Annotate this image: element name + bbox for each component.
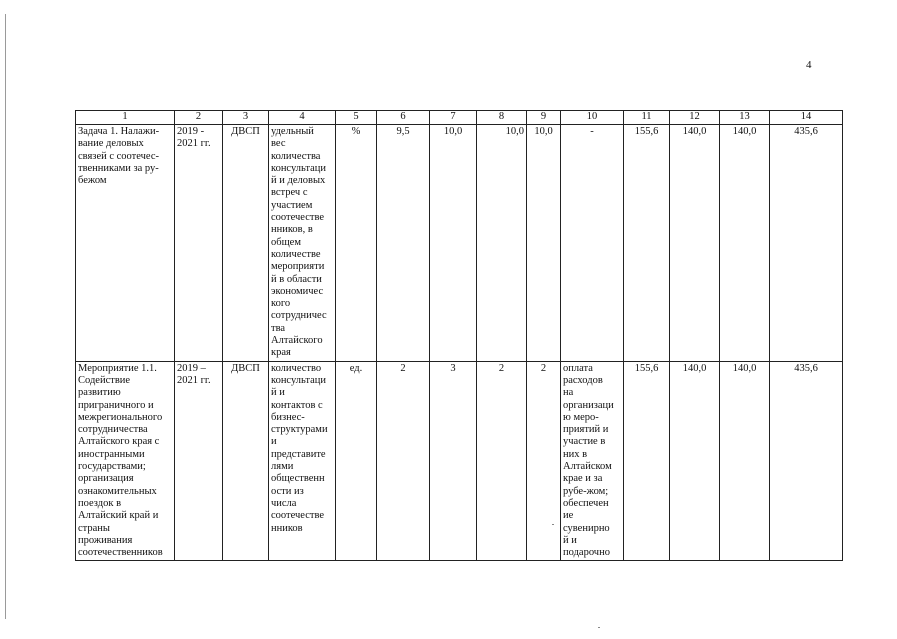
program-measures-table <box>75 110 843 561</box>
value-cell-13: 140,0 <box>720 361 770 561</box>
task-name-cell <box>76 125 175 362</box>
period-cell <box>175 125 223 362</box>
indicator: количество консультаци й и контактов с бизнес- структурами и представите лями общественн ости из числа соотечестве нников <box>271 362 328 534</box>
executor: ДВСП <box>231 126 260 137</box>
header-cell-1: 1 <box>76 111 175 125</box>
period: 2019 – 2021 гг. <box>177 362 211 386</box>
value-cell-12: 140,0 <box>670 361 720 561</box>
value-cell-9: 10,0 <box>527 125 561 362</box>
header-cell-3: 3 <box>223 111 269 125</box>
value-cell-14: 435,6 <box>770 361 843 561</box>
page-number: 4 <box>806 59 812 71</box>
value-cell-6: 9,5 <box>377 125 430 362</box>
header-row <box>76 111 843 125</box>
table-row-measure-1-1 <box>76 361 843 561</box>
value-cell-7: 3 <box>430 361 477 561</box>
value-cell-11: 155,6 <box>624 125 670 362</box>
header-cell-4: 4 <box>269 111 336 125</box>
value-cell-8: 10,0 <box>477 125 527 362</box>
table-row-task-1 <box>76 125 843 362</box>
expense-note: - <box>590 126 594 137</box>
indicator: удельный вес количества консультаци й и деловых встреч с участием соотечестве нников, в общем количестве мероприяти й в области экономичес кого сотрудничес тва Алтайского края <box>271 126 327 359</box>
header-cell-6: 6 <box>377 111 430 125</box>
header-cell-7: 7 <box>430 111 477 125</box>
header-cell-5: 5 <box>336 111 377 125</box>
task-name: Задача 1. Налажи- вание деловых связей с соотечес- твенниками за ру- бежом <box>78 126 160 187</box>
header-cell-10: 10 <box>561 111 624 125</box>
header-cell-2: 2 <box>175 111 223 125</box>
indicator-cell <box>269 125 336 362</box>
executor-cell <box>223 361 269 561</box>
period-cell <box>175 361 223 561</box>
executor-cell <box>223 125 269 362</box>
header-cell-12: 12 <box>670 111 720 125</box>
header-cell-14: 14 <box>770 111 843 125</box>
header-cell-8: 8 <box>477 111 527 125</box>
executor: ДВСП <box>231 362 260 374</box>
value-cell-10 <box>561 361 624 561</box>
value-cell-9: 2 <box>527 361 561 561</box>
value-cell-12: 140,0 <box>670 125 720 362</box>
header-cell-11: 11 <box>624 111 670 125</box>
task-name: Мероприятие 1.1. Содействие развитию приграничного и межрегионального сотрудничества Алтайского края с иностранными государствами; организация ознакомительных поездок в Алтайский край и страны проживания соотечественников <box>78 362 163 559</box>
header-cell-9: 9 <box>527 111 561 125</box>
scan-speck <box>598 627 600 628</box>
value-cell-6: 2 <box>377 361 430 561</box>
value-cell-14: 435,6 <box>770 125 843 362</box>
unit-cell: ед. <box>336 361 377 561</box>
period: 2019 - 2021 гг. <box>177 126 211 150</box>
task-name-cell <box>76 361 175 561</box>
value-cell-7: 10,0 <box>430 125 477 362</box>
page-margin-line <box>5 14 6 619</box>
expense-note: оплата расходов на организаци ю меро- приятий и участие в них в Алтайском крае и за рубе-жом; обеспечен ие сувенирно й и подарочно <box>563 362 614 559</box>
unit-cell: % <box>336 125 377 362</box>
indicator-cell <box>269 361 336 561</box>
value-cell-8: 2 <box>477 361 527 561</box>
header-cell-13: 13 <box>720 111 770 125</box>
value-cell-11: 155,6 <box>624 361 670 561</box>
value-cell-13: 140,0 <box>720 125 770 362</box>
value-cell-10 <box>561 125 624 362</box>
